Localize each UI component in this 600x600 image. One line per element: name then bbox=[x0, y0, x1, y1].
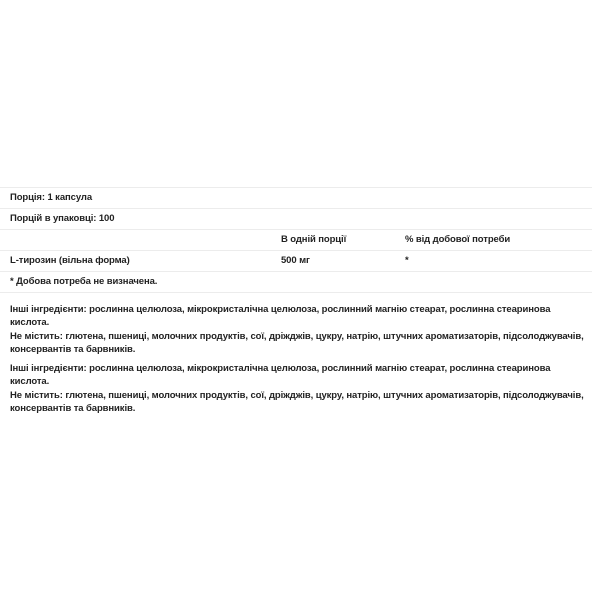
ingredients-paragraph bbox=[10, 363, 590, 415]
table-row bbox=[0, 250, 592, 271]
nutrient-daily-value: * bbox=[405, 255, 409, 266]
column-header-daily-value: % від добової потреби bbox=[405, 234, 511, 245]
free-from-text: Не містить: глютена, пшениці, молочних продуктів, сої, дріжджів, цукру, натрію, штучних ароматизаторів, підсолоджувачів, bbox=[10, 390, 584, 401]
free-from-text-cont: консервантів та барвників. bbox=[10, 343, 136, 355]
serving-size-row bbox=[0, 187, 592, 208]
table-header-row bbox=[0, 229, 592, 250]
footnote: * Добова потреба не визначена. bbox=[10, 276, 158, 287]
ingredients-paragraph bbox=[10, 304, 590, 356]
other-ingredients-text-cont: кислота. bbox=[10, 375, 50, 387]
nutrient-name: L-тирозин (вільна форма) bbox=[10, 255, 130, 266]
serving-size: Порція: 1 капсула bbox=[10, 192, 93, 203]
free-from-text: Не містить: глютена, пшениці, молочних продуктів, сої, дріжджів, цукру, натрію, штучних ароматизаторів, підсолоджувачів, bbox=[10, 331, 584, 342]
other-ingredients-text-cont: кислота. bbox=[10, 316, 50, 328]
free-from-text-cont: консервантів та барвників. bbox=[10, 402, 136, 414]
other-ingredients-text: Інші інгредієнти: рослинна целюлоза, мікрокристалічна целюлоза, рослинний магнію стеарат, рослинна стеаринова bbox=[10, 304, 551, 315]
other-ingredients-text: Інші інгредієнти: рослинна целюлоза, мікрокристалічна целюлоза, рослинний магнію стеарат, рослинна стеаринова bbox=[10, 363, 551, 374]
ingredients-section bbox=[10, 304, 590, 422]
nutrient-amount: 500 мг bbox=[281, 255, 310, 266]
column-header-amount: В одній порції bbox=[281, 234, 347, 245]
servings-per-container: Порцій в упаковці: 100 bbox=[10, 213, 115, 224]
supplement-facts-table bbox=[0, 187, 592, 293]
footnote-row bbox=[0, 271, 592, 293]
servings-per-container-row bbox=[0, 208, 592, 229]
